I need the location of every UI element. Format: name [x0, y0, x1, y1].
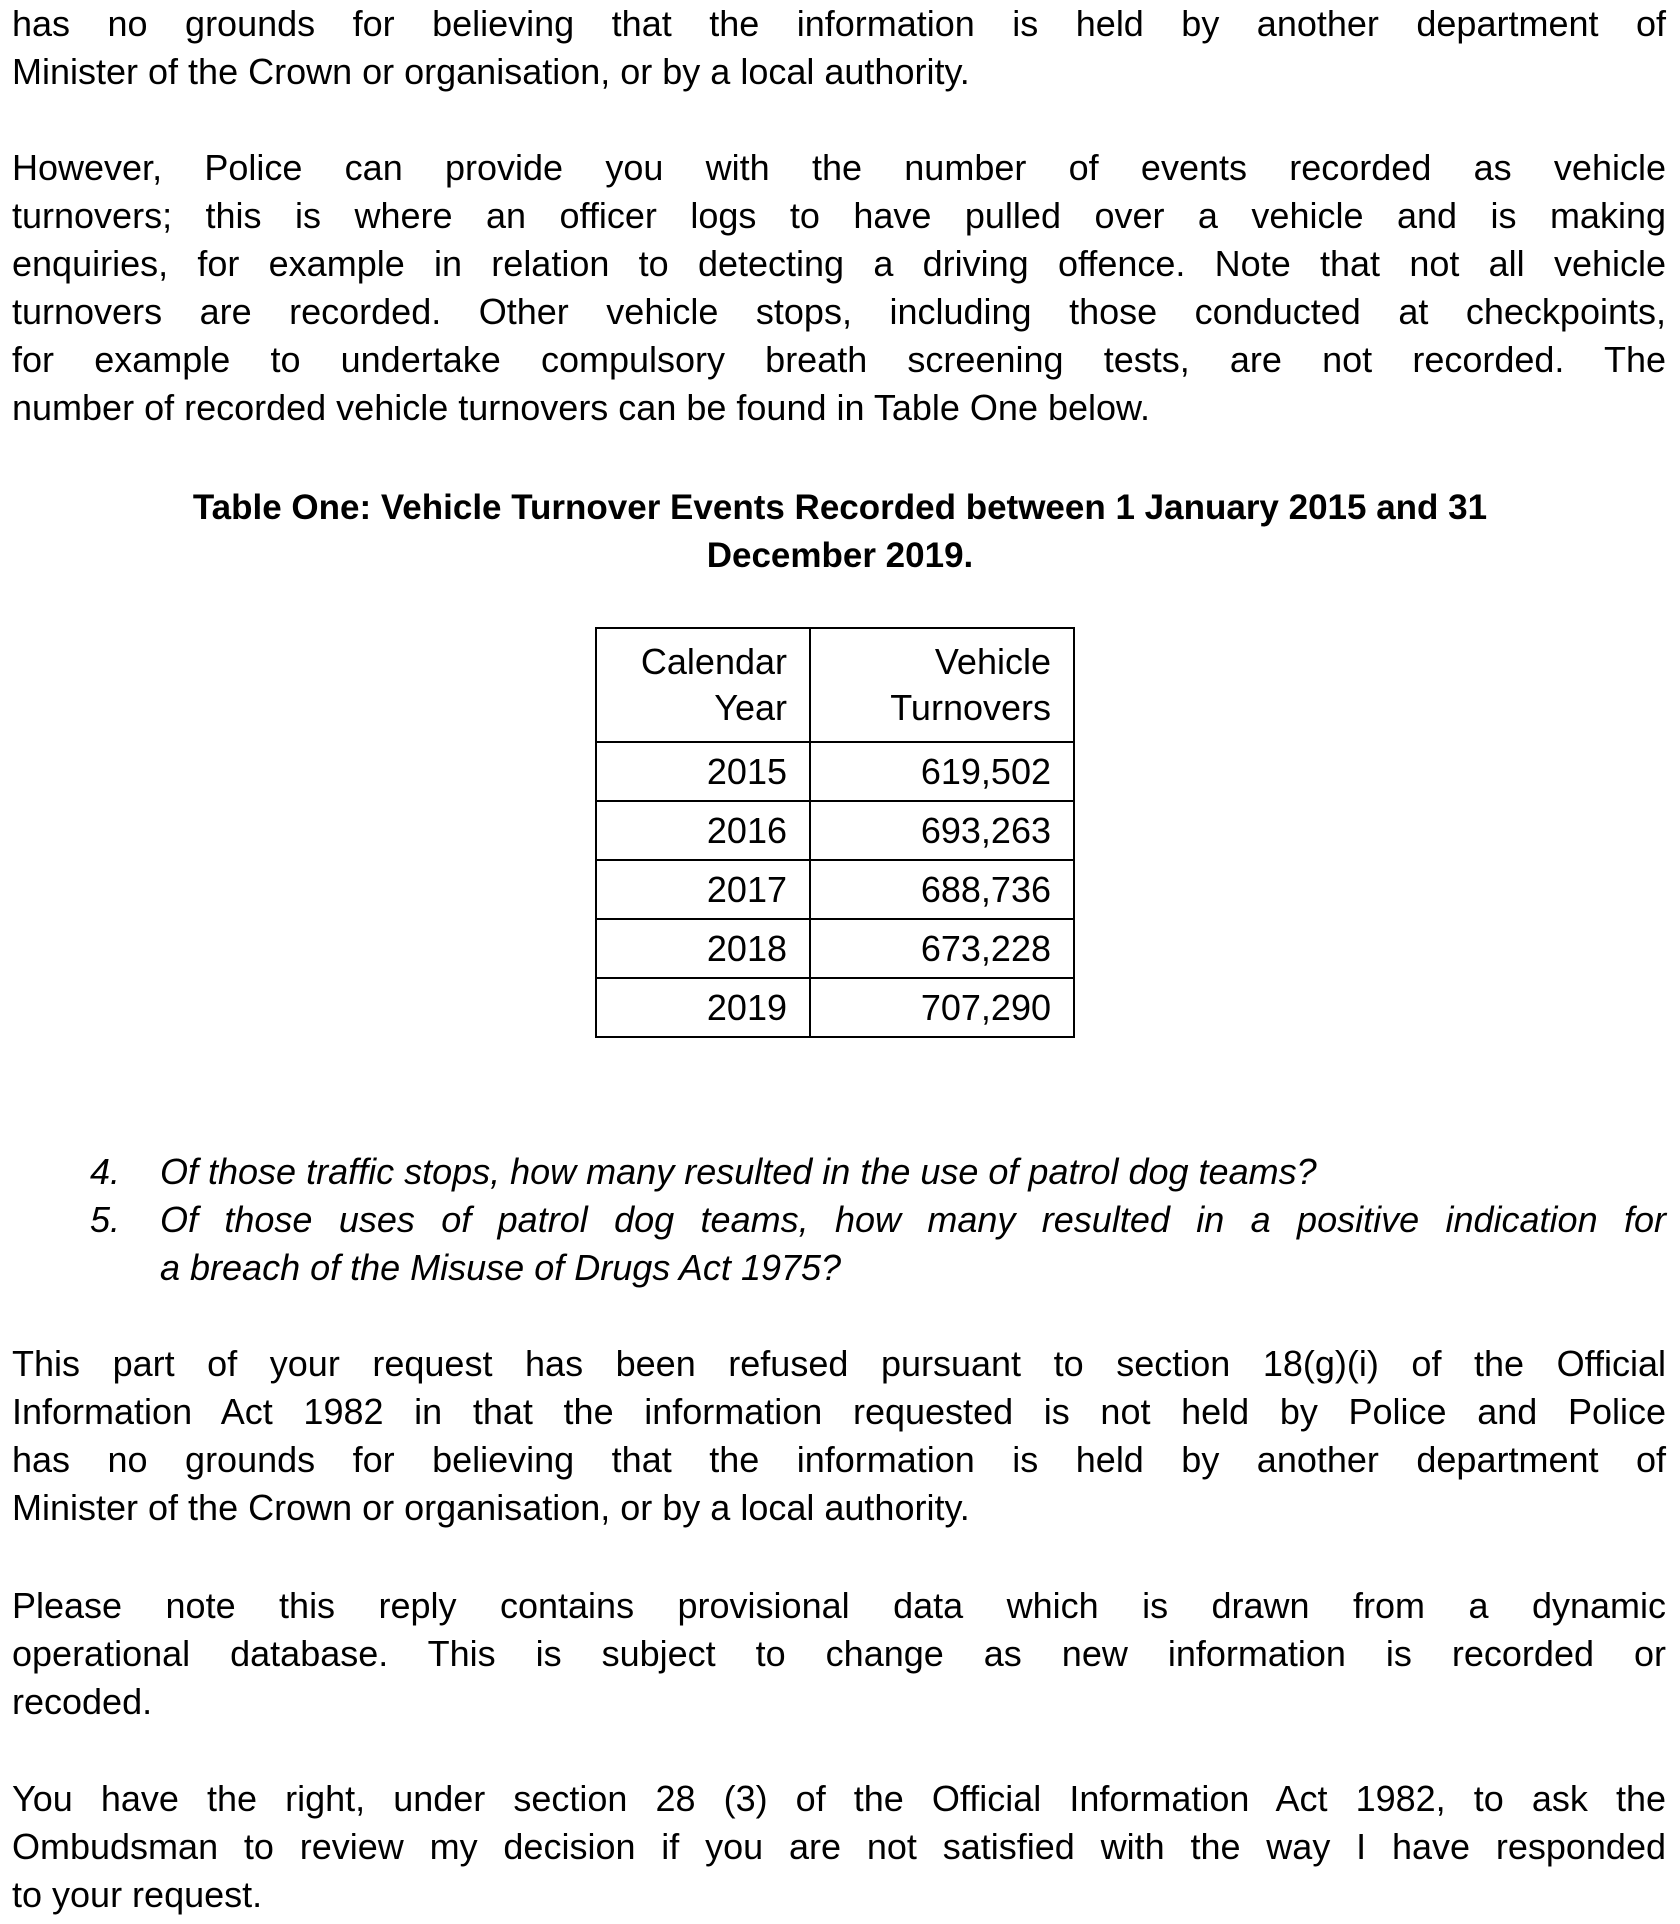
year-cell: 2019 — [596, 978, 810, 1037]
header-vehicle-turnovers: Vehicle Turnovers — [810, 628, 1074, 742]
text-line: You have the right, under section 28 (3) of the Official Information Act 1982, to ask the — [12, 1778, 1666, 1819]
text-line: to your request. — [12, 1874, 263, 1915]
paragraph-ombudsman-rights — [12, 1775, 1666, 1919]
vehicle-turnover-table — [595, 627, 1075, 1038]
year-cell: 2017 — [596, 860, 810, 919]
table-header-row — [596, 628, 1074, 742]
year-cell: 2016 — [596, 801, 810, 860]
turnovers-cell: 619,502 — [810, 742, 1074, 801]
question-item-5 — [12, 1196, 1666, 1292]
text-line: Of those uses of patrol dog teams, how many resulted in a positive indication for — [160, 1199, 1666, 1240]
text-line: Minister of the Crown or organisation, or by a local authority. — [12, 51, 970, 92]
table-title — [0, 484, 1680, 580]
turnovers-cell: 688,736 — [810, 860, 1074, 919]
year-cell: 2015 — [596, 742, 810, 801]
turnovers-cell: 693,263 — [810, 801, 1074, 860]
text-line: Ombudsman to review my decision if you are not satisfied with the way I have responded — [12, 1826, 1666, 1867]
table-row — [596, 978, 1074, 1037]
text-line: Information Act 1982 in that the information requested is not held by Police and Police — [12, 1391, 1666, 1432]
paragraph-refusal — [12, 1340, 1666, 1532]
turnovers-cell: 707,290 — [810, 978, 1074, 1037]
question-item-4 — [12, 1148, 1666, 1196]
paragraph-provisional-data — [12, 1582, 1666, 1726]
table-row — [596, 801, 1074, 860]
header-calendar-year: Calendar Year — [596, 628, 810, 742]
table-title-line: December 2019. — [706, 536, 974, 575]
table-row — [596, 860, 1074, 919]
text-line: has no grounds for believing that the information is held by another department of — [12, 3, 1666, 44]
text-line: operational database. This is subject to change as new information is recorded or — [12, 1633, 1666, 1674]
text-line: recoded. — [12, 1681, 153, 1722]
text-line: Of those traffic stops, how many resulted in the use of patrol dog teams? — [160, 1151, 1317, 1192]
list-number: 5. — [90, 1199, 121, 1240]
year-cell: 2018 — [596, 919, 810, 978]
list-number: 4. — [90, 1151, 121, 1192]
text-line: a breach of the Misuse of Drugs Act 1975? — [160, 1247, 842, 1288]
questions-list — [12, 1148, 1666, 1292]
turnovers-cell: 673,228 — [810, 919, 1074, 978]
table-title-line: Table One: Vehicle Turnover Events Recorded between 1 January 2015 and 31 — [192, 488, 1488, 527]
text-line: turnovers are recorded. Other vehicle stops, including those conducted at checkpoints, — [12, 291, 1666, 332]
text-line: has no grounds for believing that the information is held by another department of — [12, 1439, 1666, 1480]
table-row — [596, 742, 1074, 801]
text-line: Please note this reply contains provisional data which is drawn from a dynamic — [12, 1585, 1666, 1626]
text-line: Minister of the Crown or organisation, or by a local authority. — [12, 1487, 970, 1528]
text-line: This part of your request has been refused pursuant to section 18(g)(i) of the Official — [12, 1343, 1666, 1384]
text-line: enquiries, for example in relation to detecting a driving offence. Note that not all vehicle — [12, 243, 1666, 284]
paragraph-vehicle-turnovers — [12, 144, 1666, 432]
text-line: turnovers; this is where an officer logs to have pulled over a vehicle and is making — [12, 195, 1666, 236]
text-line: However, Police can provide you with the number of events recorded as vehicle — [12, 147, 1666, 188]
text-line: number of recorded vehicle turnovers can be found in Table One below. — [12, 387, 1151, 428]
table-row — [596, 919, 1074, 978]
text-line: for example to undertake compulsory breath screening tests, are not recorded. The — [12, 339, 1666, 380]
paragraph-intro-continuation — [12, 0, 1666, 96]
